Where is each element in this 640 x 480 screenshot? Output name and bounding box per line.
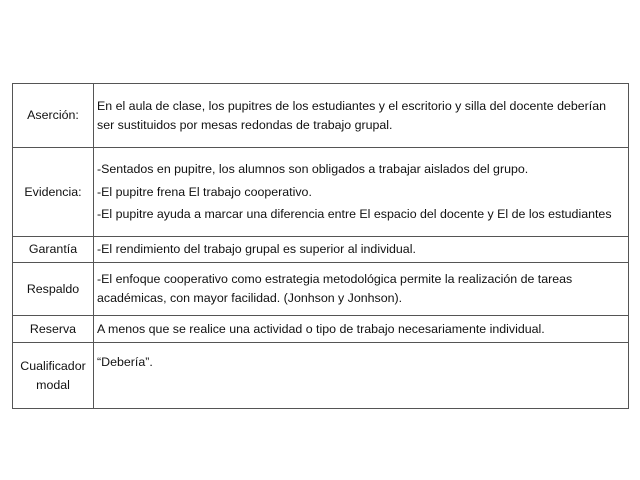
cualificador-line-1: “Debería”. bbox=[97, 355, 153, 369]
label-reserva: Reserva bbox=[13, 316, 94, 343]
reserva-line-1: A menos que se realice una actividad o tipo de trabajo necesariamente individual. bbox=[97, 321, 545, 336]
label-evidencia: Evidencia: bbox=[13, 148, 94, 237]
label-cualificador bbox=[13, 343, 94, 409]
asercion-line-1: En el aula de clase, los pupitres de los estudiantes y el escritorio y silla del docente deberían bbox=[97, 98, 607, 113]
row-reserva bbox=[13, 316, 629, 343]
label-asercion: Aserción: bbox=[13, 84, 94, 148]
argument-table bbox=[12, 83, 629, 409]
garantia-line-1: -El rendimiento del trabajo grupal es superior al individual. bbox=[97, 242, 416, 257]
label-garantia: Garantía bbox=[13, 237, 94, 263]
cualificador-label-line-1: Cualificador bbox=[20, 358, 86, 373]
row-asercion bbox=[13, 84, 629, 148]
respaldo-line-2: académicas, con mayor facilidad. (Jonhson y Jonhson). bbox=[97, 291, 403, 305]
value-garantia bbox=[94, 237, 629, 263]
value-evidencia bbox=[94, 148, 629, 237]
row-cualificador bbox=[13, 343, 629, 409]
asercion-line-2: ser sustituidos por mesas redondas de trabajo grupal. bbox=[97, 117, 393, 132]
evidencia-line-1: -Sentados en pupitre, los alumnos son obligados a trabajar aislados del grupo. bbox=[97, 162, 529, 177]
evidencia-line-2: -El pupitre frena El trabajo cooperativo. bbox=[97, 184, 312, 199]
row-garantia bbox=[13, 237, 629, 263]
row-respaldo bbox=[13, 263, 629, 316]
evidencia-line-3: -El pupitre ayuda a marcar una diferencia entre El espacio del docente y El de los estudiantes bbox=[97, 207, 612, 222]
cualificador-label-line-2: modal bbox=[36, 377, 70, 392]
value-cualificador bbox=[94, 343, 629, 409]
respaldo-line-1: -El enfoque cooperativo como estrategia metodológica permite la realización de tareas bbox=[97, 272, 573, 287]
value-asercion bbox=[94, 84, 629, 148]
label-respaldo: Respaldo bbox=[13, 263, 94, 316]
row-evidencia bbox=[13, 148, 629, 237]
value-respaldo bbox=[94, 263, 629, 316]
value-reserva bbox=[94, 316, 629, 343]
